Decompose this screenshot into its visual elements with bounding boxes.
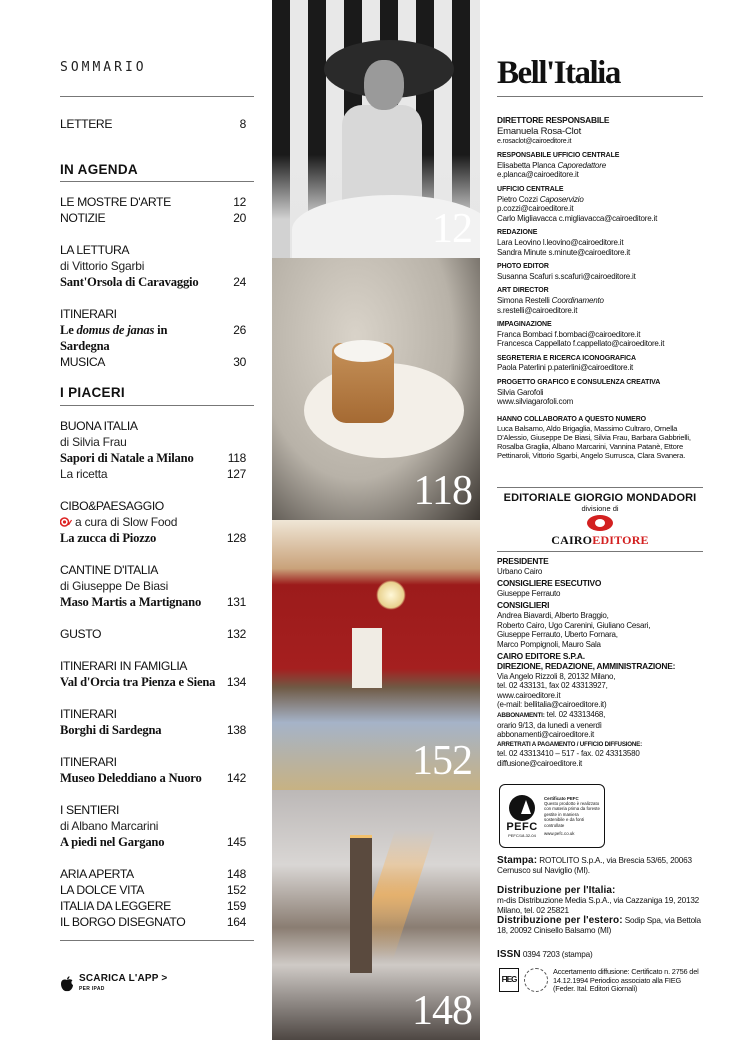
publisher-block [497, 492, 703, 548]
toc-group-agenda [60, 194, 254, 226]
photo-cake[interactable] [272, 258, 480, 520]
toc-entry-cantine[interactable] [60, 562, 254, 610]
toc-page: 164 [226, 915, 246, 929]
toc-page: 127 [226, 467, 246, 481]
toc-title: Val d'Orcia tra Pienza e Siena [60, 675, 216, 689]
toc-entry[interactable] [60, 866, 254, 882]
toc-page: 12 [233, 195, 246, 209]
cairo-eye-logo-icon [587, 515, 613, 531]
toc-label: LE MOSTRE D'ARTE [60, 195, 171, 209]
divider [60, 181, 254, 182]
toc-category: I SENTIERI [60, 803, 119, 817]
credit-label: DIREZIONE, REDAZIONE, AMMINISTRAZIONE: [497, 660, 676, 671]
photo-detail [352, 628, 382, 688]
toc-page: 148 [226, 867, 246, 881]
credit-email: (e-mail: bellitalia@cairoeditore.it) [497, 700, 607, 710]
toc-title: Le domus de janas in Sardegna [60, 323, 168, 353]
fieg-logo: FIEG [499, 968, 519, 992]
toc-category: ITINERARI [60, 707, 117, 721]
pefc-code: PEFC/18-32-04 [508, 832, 536, 838]
toc-heading: SOMMARIO [60, 60, 147, 75]
credit-line: tel. 02 433131, fax 02 43313927, [497, 681, 608, 691]
toc-page: 142 [226, 771, 246, 785]
toc-title: Maso Martis a Martignano [60, 595, 202, 609]
toc-category: BUONA ITALIA [60, 419, 138, 433]
photo-detail [334, 340, 392, 362]
ads-seal-icon [524, 968, 548, 992]
credit-label: PHOTO EDITOR [497, 263, 549, 271]
divider [60, 405, 254, 406]
toc-label: ITALIA DA LEGGERE [60, 899, 171, 913]
credit-label: ARRETRATI A PAGAMENTO / UFFICIO DIFFUSIONE: [497, 740, 642, 748]
toc-title: Sant'Orsola di Caravaggio [60, 275, 199, 289]
credit-label: PRESIDENTE [497, 556, 549, 566]
toc-group-tail [60, 866, 254, 930]
divider [497, 487, 703, 488]
toc-entry-gusto[interactable] [60, 626, 254, 642]
toc-author: di Albano Marcarini [60, 819, 159, 833]
toc-page: 26 [233, 323, 246, 337]
photo-page-number: 148 [412, 988, 472, 1034]
toc-entry[interactable] [60, 882, 254, 898]
credit-name: Emanuela Rosa-Clot [497, 125, 582, 137]
credit-line: ABBONAMENTI: tel. 02 43313468, [497, 709, 606, 719]
credit-label: REDAZIONE [497, 229, 538, 237]
contributors-list: Luca Balsamo, Aldo Brigaglia, Massimo Cultraro, Ornella D'Alessio, Giuseppe De Biasi, Silvia Frau, Barbara Gabbrielli, Rosalba Graglia, Albano Marcarini, Vannina Patanè, Ettore Pettinaroli, Vittorio Sgarbi, Angelo Surrusca, Clara Svanera. [497, 424, 691, 461]
credit-label: CONSIGLIERI [497, 600, 550, 611]
app-label: SCARICA L'APP > [79, 973, 168, 984]
pefc-text: Questo prodotto è realizzato con materia prima da foreste gestite in maniera sostenibile e da fonti controllate [544, 800, 600, 828]
credit-email: s.restelli@cairoeditore.it [497, 305, 578, 315]
pefc-tree-icon [509, 795, 535, 821]
credit-label: CONSIGLIERE ESECUTIVO [497, 578, 602, 589]
toc-title: Sapori di Natale a Milano [60, 451, 194, 465]
magazine-logo: Bell'Italia [497, 55, 620, 91]
toc-author: a cura di Slow Food [60, 514, 177, 530]
photo-coffee-woman[interactable] [272, 0, 480, 258]
toc-title: Borghi di Sardegna [60, 723, 162, 737]
toc-page: 145 [226, 835, 246, 849]
credit-name: Simona Restelli Coordinamento [497, 295, 604, 305]
apple-icon [60, 976, 74, 992]
toc-category: CANTINE D'ITALIA [60, 563, 158, 577]
pefc-url: www.pefc.co.uk [544, 831, 575, 837]
credit-line: tel. 02 43313410 – 517 - fax. 02 43313580 [497, 749, 640, 759]
credit-label: PROGETTO GRAFICO E CONSULENZA CREATIVA [497, 379, 661, 387]
credit-line: Sandra Minute s.minute@cairoeditore.it [497, 247, 631, 257]
pefc-title: Certificato PEFC [544, 795, 579, 801]
credit-label: SEGRETERIA E RICERCA ICONOGRAFICA [497, 354, 636, 362]
toc-category: CIBO&PAESAGGIO [60, 499, 164, 513]
toc-author: di Vittorio Sgarbi [60, 259, 145, 273]
credit-label: CAIRO EDITORE S.P.A. [497, 651, 585, 662]
toc-entry-buona-italia[interactable] [60, 418, 254, 482]
slow-food-snail-icon [60, 517, 72, 527]
toc-page: 30 [233, 355, 246, 369]
toc-page: 24 [233, 275, 246, 289]
toc-entry-musica[interactable] [60, 354, 254, 370]
app-sublabel: PER IPAD [79, 986, 105, 992]
credit-label: HANNO COLLABORATO A QUESTO NUMERO [497, 415, 647, 423]
distribution-info: Distribuzione per l'Italia: m-dis Distribuzione Media S.p.A., via Cazzaniga 19, 20132 Milano, tel. 02 25821 Distribuzione per l'estero: Sodip Spa, via Bettola 18, 20092 Cinisello Balsamo (MI) [497, 885, 701, 935]
staff-credits [497, 116, 703, 465]
credit-line: Susanna Scafuri s.scafuri@cairoeditore.it [497, 271, 636, 281]
photo-page-number: 12 [432, 206, 472, 252]
toc-page: 131 [226, 595, 246, 609]
toc-author: di Giuseppe De Biasi [60, 579, 169, 593]
credit-line: Via Angelo Rizzoli 8, 20132 Milano, [497, 671, 616, 681]
toc-label: IL BORGO DISEGNATO [60, 915, 186, 929]
credit-line: Lara Leovino l.leovino@cairoeditore.it [497, 237, 624, 247]
credit-label: ART DIRECTOR [497, 287, 549, 295]
toc-page: 128 [226, 531, 246, 545]
photo-page-number: 152 [412, 738, 472, 784]
photo-strip [272, 0, 480, 1040]
toc-page: 159 [226, 899, 246, 913]
toc-label: ARIA APERTA [60, 867, 134, 881]
toc-category: LA LETTURA [60, 243, 130, 257]
section-heading-agenda: IN AGENDA [60, 162, 138, 177]
credit-email: e.planca@cairoeditore.it [497, 170, 579, 180]
download-app-link[interactable] [60, 974, 167, 994]
toc-entry-cibo-paesaggio[interactable] [60, 498, 254, 546]
divider [497, 96, 703, 97]
toc-title: Museo Deleddiano a Nuoro [60, 771, 202, 785]
toc-entry-museo[interactable] [60, 754, 254, 786]
photo-detail [364, 60, 404, 110]
printing-info: Stampa: ROTOLITO S.p.A., via Brescia 53/65, 20063 Cernusco sul Naviglio (MI). [497, 855, 692, 875]
toc-label: GUSTO [60, 627, 102, 641]
issn-info: ISSN 0394 7203 (stampa) [497, 949, 593, 960]
toc-label: LA DOLCE VITA [60, 883, 144, 897]
section-heading-piaceri: I PIACERI [60, 385, 125, 400]
credit-label: IMPAGINAZIONE [497, 321, 552, 329]
credit-line: Andrea Biavardi, Alberto Braggio, [497, 610, 609, 620]
toc-entry[interactable] [60, 194, 254, 210]
credit-email: p.cozzi@cairoeditore.it [497, 204, 574, 214]
toc-entry[interactable] [60, 914, 254, 930]
publisher-division: divisione di [581, 504, 619, 513]
toc-page: 132 [226, 627, 246, 641]
credit-line: Paola Paterlini p.paterlini@cairoeditore.it [497, 363, 634, 373]
divider [60, 940, 254, 941]
toc-entry-borghi[interactable] [60, 706, 254, 738]
toc-page: 8 [239, 117, 246, 131]
publisher-name: EDITORIALE GIORGIO MONDADORI [503, 492, 697, 504]
toc-category: ITINERARI [60, 307, 117, 321]
toc-entry-itinerari-domus[interactable] [60, 306, 254, 354]
credit-name: Giuseppe Ferrauto [497, 588, 561, 598]
toc-entry-famiglia[interactable] [60, 658, 254, 690]
toc-label: NOTIZIE [60, 211, 106, 225]
credit-label: UFFICIO CENTRALE [497, 185, 564, 193]
photo-snowy-town[interactable] [272, 790, 480, 1040]
credit-name: Elisabetta Planca Caporedattore [497, 160, 606, 170]
toc-subtitle: La ricetta [60, 467, 108, 481]
toc-entry-lettura[interactable] [60, 242, 254, 290]
toc-page: 152 [226, 883, 246, 897]
toc-entry-sentieri[interactable] [60, 802, 254, 850]
credit-email: diffusione@cairoeditore.it [497, 758, 583, 768]
toc-author: di Silvia Frau [60, 435, 127, 449]
photo-palace-hall[interactable] [272, 520, 480, 790]
website-link[interactable]: www.cairoeditore.it [497, 690, 561, 700]
credit-name: Urbano Cairo [497, 566, 543, 576]
toc-page: 134 [226, 675, 246, 689]
board-credits [497, 557, 703, 768]
credit-name: Pietro Cozzi Caposervizio [497, 194, 584, 204]
toc-entry[interactable] [60, 210, 254, 226]
credit-link[interactable]: www.silviagarofoli.com [497, 397, 574, 407]
toc-category: ITINERARI IN FAMIGLIA [60, 659, 188, 673]
photo-page-number: 118 [413, 468, 472, 514]
toc-label: LETTERE [60, 117, 113, 131]
fieg-text: Accertamento diffusione: Certificato n. 2756 del 14.12.1994 Periodico associato alla FIEG (Feder. Ital. Editori Giornali) [553, 967, 699, 994]
credit-label: DIRETTORE RESPONSABILE [497, 115, 610, 125]
credit-line: Marco Pompignoli, Mauro Sala [497, 639, 601, 649]
toc-page: 118 [227, 451, 246, 465]
credit-line: Carlo Migliavacca c.migliavacca@cairoeditore.it [497, 213, 658, 223]
toc-entry[interactable] [60, 898, 254, 914]
fieg-block [499, 968, 703, 994]
credit-email: e.rosaclot@cairoeditore.it [497, 137, 572, 145]
cairo-editore-logo: CAIROEDITORE [551, 533, 649, 547]
photo-detail [342, 105, 422, 205]
toc-category: ITINERARI [60, 755, 117, 769]
toc-entry-lettere[interactable] [60, 116, 254, 132]
photo-detail [376, 580, 406, 610]
toc-title: La zucca di Piozzo [60, 531, 157, 545]
credit-line: Giuseppe Ferrauto, Uberto Fornara, [497, 630, 618, 640]
credit-line: Roberto Cairo, Ugo Carenini, Giuliano Cesari, [497, 620, 651, 630]
divider [60, 96, 254, 97]
toc-page: 20 [233, 211, 246, 225]
credit-email: abbonamenti@cairoeditore.it [497, 730, 595, 740]
credit-line: Franca Bombaci f.bombaci@cairoeditore.it [497, 329, 641, 339]
pefc-certification-box [499, 784, 605, 848]
pefc-word: PEFC [506, 820, 538, 833]
toc-title: A piedi nel Gargano [60, 835, 165, 849]
photo-detail [350, 835, 372, 973]
credit-line: Francesca Cappellato f.cappellato@cairoeditore.it [497, 339, 665, 349]
toc-page: 138 [226, 723, 246, 737]
credit-label: RESPONSABILE UFFICIO CENTRALE [497, 152, 620, 160]
credit-line: Silvia Garofoli [497, 387, 544, 397]
divider [497, 551, 703, 552]
toc-label: MUSICA [60, 355, 105, 369]
credit-line: orario 9/13, da lunedì a venerdì [497, 720, 602, 730]
